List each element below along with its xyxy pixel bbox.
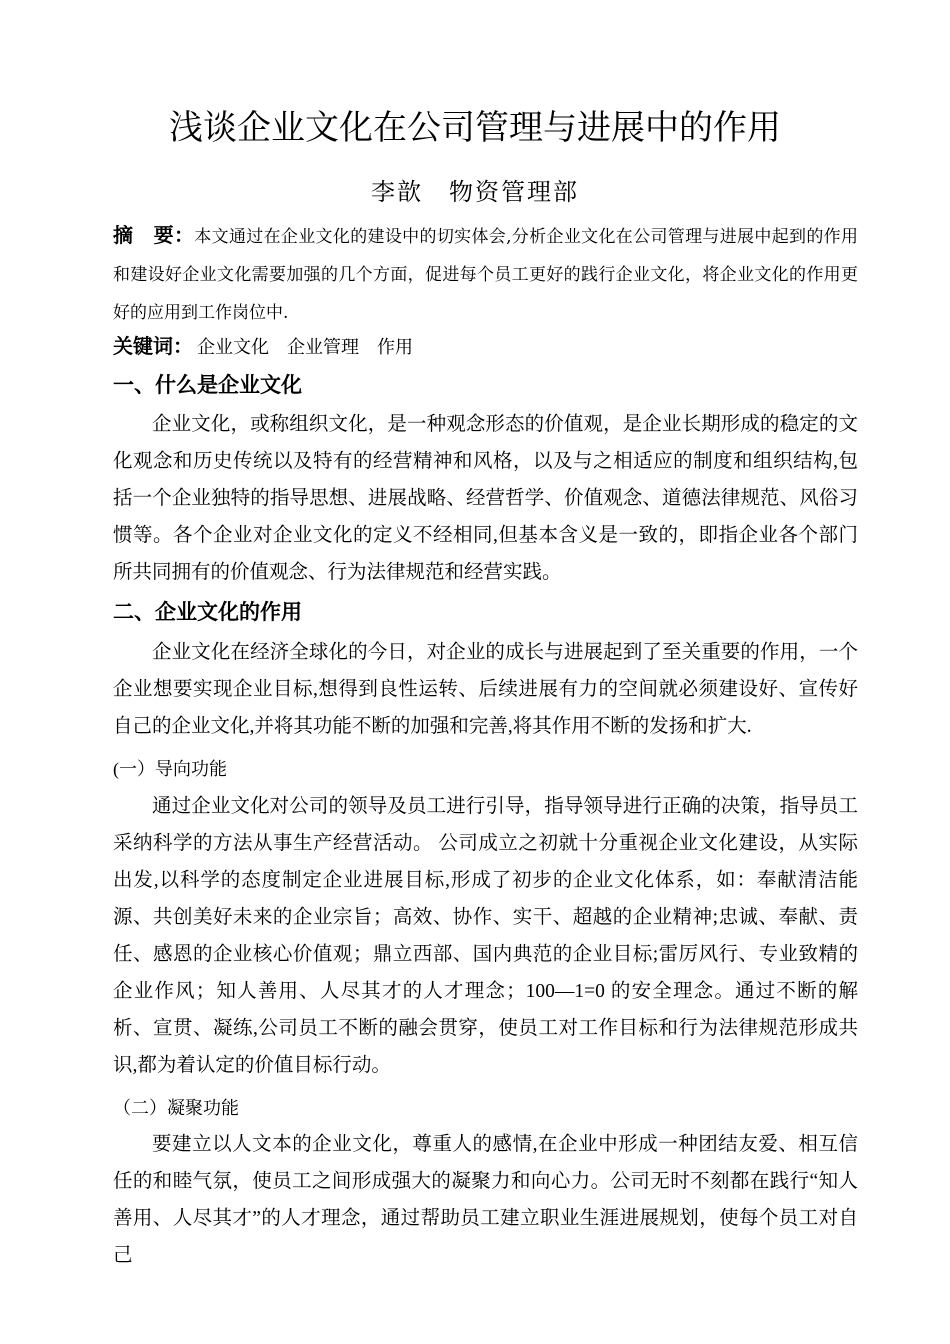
section-paragraph-1: 企业文化，或称组织文化，是一种观念形态的价值观，是企业长期形成的稳定的文化观念和历史传统以及特有的经营精神和风格，以及与之相适应的制度和组织结构,包括一个企业独特的指导思想、进展战略、经营哲学、价值观念、道德法律规范、风俗习惯等。各个企业对企业文化的定义不经相同,但基本含义是一致的，即指企业各个部门所共同拥有的价值观念、行为法律规范和经营实践。 xyxy=(113,414,858,583)
keyword: 企业管理 xyxy=(287,337,359,358)
section-heading-2: 二、企业文化的作用 xyxy=(113,600,302,624)
keywords-line xyxy=(113,327,858,367)
keyword: 作用 xyxy=(377,337,413,358)
subsection-heading-guidance: (一）导向功能 xyxy=(113,759,227,779)
subsection-heading-cohesion: （二）凝聚功能 xyxy=(113,1098,239,1118)
author-line: 李歆 物资管理部 xyxy=(371,178,579,206)
section-heading-1: 一、什么是企业文化 xyxy=(113,373,302,397)
subsection-paragraph-guidance: 通过企业文化对公司的领导及员工进行引导，指导领导进行正确的决策，指导员工采纳科学的方法从事生产经营活动。 公司成立之初就十分重视企业文化建设，从实际出发,以科学的态度制定企业进展目标,形成了初步的企业文化体系，如：奉献清洁能源、共创美好未来的企业宗旨；高效、协作、实干、超越的企业精神;忠诚、奉献、责任、感恩的企业核心价值观；鼎立西部、国内典范的企业目标;雷厉风行、专业致精的企业作风；知人善用、人尽其才的人才理念；100—1=0 的安全理念。通过不断的解析、宣贯、凝练,公司员工不断的融会贯穿，使员工对工作目标和行为法律规范形成共识,都为着认定的价值目标行动。 xyxy=(113,796,858,1076)
abstract-text: 本文通过在企业文化的建设中的切实体会,分析企业文化在公司管理与进展中起到的作用和建设好企业文化需要加强的几个方面，促进每个员工更好的践行企业文化，将企业文化的作用更好的应用到工作岗位中. xyxy=(113,227,858,323)
subsection-paragraph-cohesion: 要建立以人文本的企业文化，尊重人的感情,在企业中形成一种团结友爱、相互信任的和睦气氛，使员工之间形成强大的凝聚力和向心力。公司无时不刻都在践行“知人善用、人尽其才”的人才理念，通过帮助员工建立职业生涯进展规划，使每个员工对自己 xyxy=(113,1134,858,1266)
abstract-label: 摘 要： xyxy=(113,223,195,247)
keyword: 企业文化 xyxy=(197,337,269,358)
abstract-block xyxy=(113,216,858,332)
section-paragraph-2: 企业文化在经济全球化的今日，对企业的成长与进展起到了至关重要的作用，一个企业想要实现企业目标,想得到良性运转、后续进展有力的空间就必须建设好、宣传好自己的企业文化,并将其功能不断的加强和完善,将其作用不断的发扬和扩大. xyxy=(113,642,858,737)
document-title: 浅谈企业文化在公司管理与进展中的作用 xyxy=(169,108,781,148)
keywords-label: 关键词： xyxy=(113,334,193,358)
